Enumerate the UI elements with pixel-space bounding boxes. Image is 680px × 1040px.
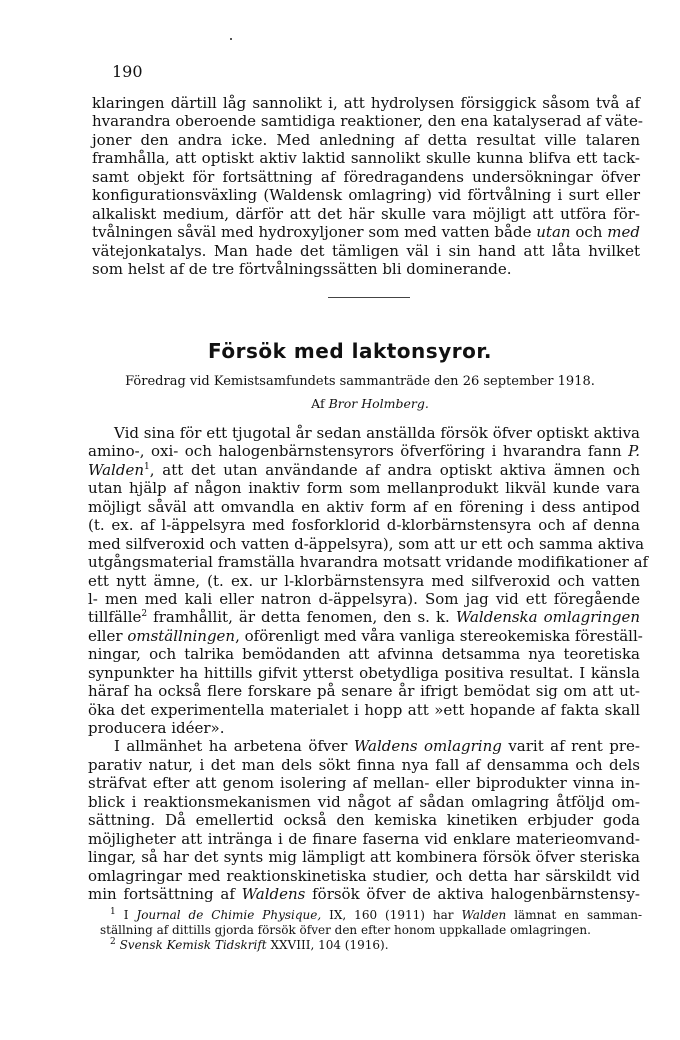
section-divider bbox=[328, 297, 410, 298]
text-span: och bbox=[575, 223, 603, 242]
emphasis: P. bbox=[628, 442, 640, 461]
text-line: synpunkter ha hittills gifvit ytterst obetydliga positiva resultat. I känsla bbox=[88, 663, 640, 682]
text-span: I allmänhet ha arbetena öfver bbox=[114, 737, 348, 756]
journal-title: Svensk Kemisk Tidskrift bbox=[119, 938, 267, 952]
emphasis: omställningen bbox=[127, 626, 236, 645]
text-line: l- men med kali eller natron d-äppelsyra). Som jag vid ett föregående bbox=[88, 589, 640, 608]
footnote-ref: 2 bbox=[141, 609, 148, 620]
emphasis: Walden bbox=[461, 908, 507, 922]
emphasis: Waldenska omlagringen bbox=[455, 608, 640, 627]
text-line: hvarandra oberoende samtidiga reaktioner, den ena katalyserad af väte- bbox=[92, 112, 643, 131]
text-line: samt objekt för fortsättning af föredragandens undersökningar öfver bbox=[92, 167, 640, 186]
text-span: varit af rent pre- bbox=[508, 737, 640, 756]
text-line bbox=[88, 608, 640, 626]
text-line: (t. ex. af l-äppelsyra med fosforklorid d-klorbärnstensyra och af denna bbox=[88, 516, 640, 535]
text-span: , att det utan användande af andra optiskt aktiva ämnen och bbox=[149, 460, 640, 479]
emphasis-med: med bbox=[607, 223, 640, 242]
text-line: konfigurationsväxling (Waldensk omlagring) vid förtvålning i surt eller bbox=[92, 186, 640, 205]
text-line: häraf ha också flere forskare på senare år ifrigt bemödat sig om att ut- bbox=[88, 682, 640, 701]
text-line bbox=[92, 223, 640, 241]
text-line: blick i reaktionsmekanismen vid något af sådan omlagring åtföljd om- bbox=[88, 792, 640, 811]
emphasis: Waldens bbox=[241, 884, 306, 903]
text-line: med silfveroxid och vatten d-äppelsyra), som att ur ett och samma aktiva bbox=[88, 534, 645, 553]
text-line: ningar, och talrika bemödanden att afvinna detsamma nya teoretiska bbox=[88, 645, 640, 664]
text-line: öka det experimentella materialet i hopp att »ett hopande af fakta skall bbox=[88, 700, 640, 719]
article-author bbox=[0, 396, 680, 411]
footnotes bbox=[100, 908, 642, 953]
text-line bbox=[88, 461, 640, 479]
text-line: lingar, så har det synts mig lämpligt att kombinera försök öfver steriska bbox=[88, 848, 640, 867]
emphasis: Waldens omlagring bbox=[353, 737, 502, 756]
text-line bbox=[88, 885, 640, 903]
footnote-ref: 1 bbox=[144, 461, 150, 472]
text-line: Vid sina för ett tjugotal år sedan anställda försök öfver optiskt aktiva bbox=[114, 424, 640, 442]
text-line bbox=[88, 626, 643, 645]
text-line: omlagringar med reaktionskinetiska studier, och detta har särskildt vid bbox=[88, 866, 640, 885]
text-line: möjligheter att intränga i de finare faserna vid enklare materieomvand- bbox=[88, 829, 640, 848]
footnote-2 bbox=[100, 938, 642, 953]
footnote-1 bbox=[100, 908, 642, 923]
text-line: vätejonkatalys. Man hade det tämligen väl i sin hand att låta hvilket bbox=[92, 241, 640, 260]
text-line: möjligt såväl att omvandla en aktiv form af en förening i dess antipod bbox=[88, 497, 640, 516]
footnote-marker: 2 bbox=[110, 937, 116, 947]
text-line: sättning. Då emellertid också den kemiska kinetiken erbjuder goda bbox=[88, 811, 640, 830]
emphasis-walden: Walden bbox=[88, 460, 144, 479]
text-line bbox=[88, 442, 640, 460]
text-line: producera idéer». bbox=[88, 719, 225, 737]
text-line: framhålla, att optiskt aktiv laktid sannolikt skulle kunna blifva ett tack- bbox=[92, 149, 640, 168]
text-span: , oförenligt med våra vanliga stereokemiska föreställ- bbox=[235, 626, 643, 645]
text-span: min fortsättning af bbox=[88, 884, 235, 903]
text-line: som helst af de tre förtvålningssätten bli dominerande. bbox=[92, 259, 512, 278]
text-span: XXVIII, 104 (1916). bbox=[270, 938, 389, 952]
text-line: sträfvat efter att genom isolering af mellan- eller biprodukter vinna in- bbox=[88, 774, 640, 793]
text-line: utgångsmaterial framställa hvarandra motsatt vridande modifikationer af bbox=[88, 553, 649, 572]
footnote-marker: 1 bbox=[110, 907, 116, 917]
page-number: 190 bbox=[112, 62, 143, 81]
text-line: ett nytt ämne, (t. ex. ur l-klorbärnstensyra med silfveroxid och vatten bbox=[88, 571, 640, 590]
text-span: framhållit, är detta fenomen, den s. k. bbox=[147, 608, 450, 627]
text-line: alkaliskt medium, därför att det här skulle vara möjligt att utföra för- bbox=[92, 204, 640, 223]
author-prefix: Af bbox=[311, 396, 325, 411]
text-span: lämnat en samman- bbox=[514, 908, 642, 922]
text-span: I bbox=[123, 908, 129, 922]
text-line bbox=[88, 737, 640, 755]
article-title: Försök med laktonsyror. bbox=[208, 339, 492, 363]
text-line: parativ natur, i det man dels sökt finna nya fall af densamma och dels bbox=[88, 755, 640, 774]
journal-title: Journal de Chimie Physique, bbox=[136, 908, 322, 922]
author-name: Bror Holmberg. bbox=[328, 396, 429, 411]
print-speck bbox=[230, 38, 232, 40]
article-body bbox=[88, 424, 649, 903]
text-line: utan hjälp af någon inaktiv form som mellanprodukt likväl kunde vara bbox=[88, 479, 640, 498]
text-span: tvålningen såväl med hydroxyljoner som med vatten både bbox=[92, 223, 532, 242]
text-span: amino-, oxi- och halogenbärnstensyrors öfverföring i hvarandra fann bbox=[88, 442, 622, 461]
text-span: IX, 160 (1911) har bbox=[329, 908, 454, 922]
text-span: tillfälle bbox=[88, 608, 142, 627]
emphasis-utan: utan bbox=[536, 223, 571, 242]
text-line: joner den andra icke. Med anledning af detta resultat ville talaren bbox=[92, 130, 640, 149]
text-span: eller bbox=[88, 626, 123, 645]
intro-paragraph bbox=[92, 94, 643, 278]
text-line: klaringen därtill låg sannolikt i, att hydrolysen försiggick såsom två af bbox=[92, 94, 640, 112]
article-subtitle: Föredrag vid Kemistsamfundets sammanträde den 26 september 1918. bbox=[125, 374, 595, 389]
footnote-1-cont: ställning af dittills gjorda försök öfver den efter honom uppkallade omlagringen. bbox=[100, 923, 591, 937]
text-span: försök öfver de aktiva halogenbärnstensy- bbox=[312, 884, 640, 903]
